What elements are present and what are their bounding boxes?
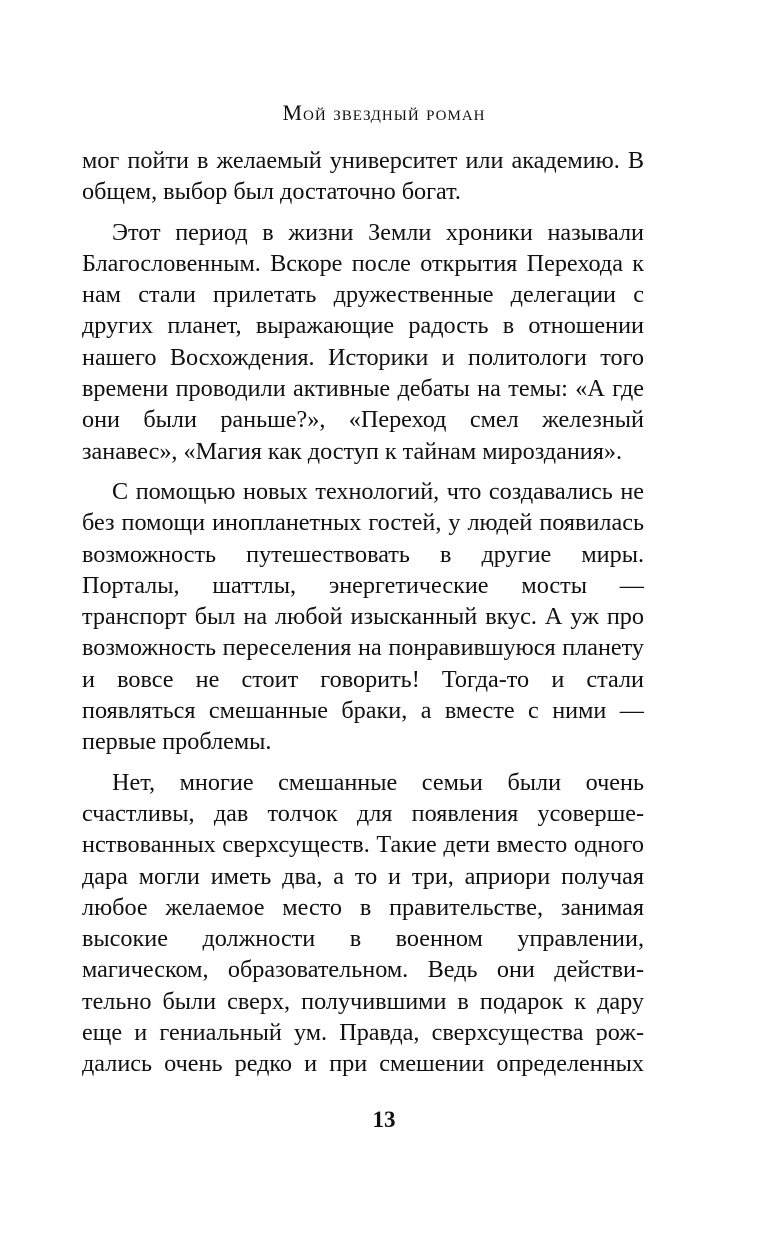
paragraph: С помощью новых технологий, что создавались не без помощи инопланетных гостей, у людей появилась возможность путешествовать в другие миры. Порталы, шаттлы, энергетические мосты — транспорт был на любой изысканный вкус. А уж про возможность переселения на понравившуюся планету и вовсе не стоит говорить! Тогда-то и стали появляться смешанные браки, а вместе с ними — первые проблемы. xyxy=(82,477,644,756)
paragraph-continued: мог пойти в желаемый университет или академию. В общем, выбор был достаточно богат. xyxy=(82,147,644,206)
running-head: Мой звездный роман xyxy=(282,100,486,125)
body-text xyxy=(82,145,644,1089)
page-number: 13 xyxy=(372,1107,396,1132)
paragraph: Нет, многие смешанные семьи были очень счастливы, дав толчок для появления усовершенствованных сверхсуществ. Такие дети вместо одного дара могли иметь два, а то и три, априори получая любое желаемое место в правительстве, занимая высокие должности в военном управлении, магическом, образовательном. Ведь они действительно были сверх, получившими в подарок к дару еще и гениальный ум. Правда, сверхсущества рождались очень редко и при смешении определенных xyxy=(82,768,644,1078)
paragraph: Этот период в жизни Земли хроники называли Благословенным. Вскоре после открытия Перехода к нам стали прилетать дружественные делегации с других планет, выражающие радость в отношении нашего Восхождения. Историки и политологи того времени проводили активные дебаты на темы: «А где они были раньше?», «Переход смел железный занавес», «Магия как доступ к тайнам мироздания». xyxy=(82,218,644,465)
